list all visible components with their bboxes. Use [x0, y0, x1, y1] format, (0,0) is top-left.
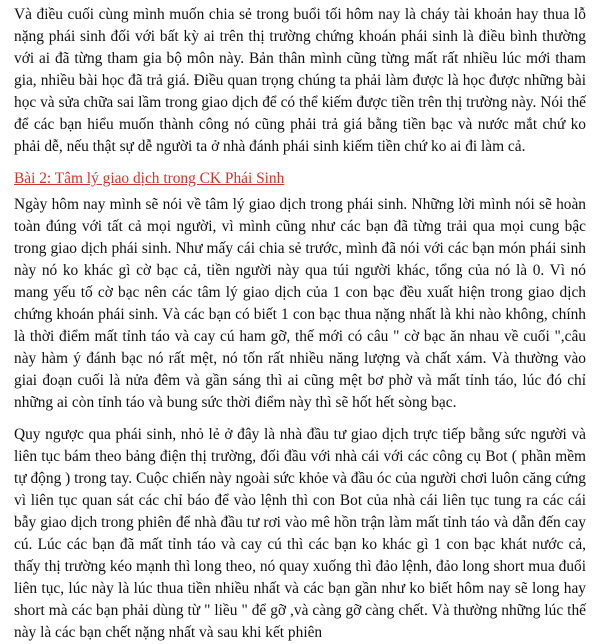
body-paragraph-1: Ngày hôm nay mình sẽ nói về tâm lý giao dịch trong phái sinh. Những lời mình nói sẽ hoàn toàn đúng với tất cả mọi người, vì mình cũng như các bạn đã từng trải qua mọi cung bậc trong giao dịch phái sinh. Như mấy cái chia sẻ trước, mình đã nói với các bạn món phái sinh này nó ko khác gì cờ bạc cả, tiền người này qua túi người khác, tổng của nó là 0. Vì nó mang yếu tố cờ bạc nên các tâm lý giao dịch của 1 con bạc đều xuất hiện trong giao dịch chứng khoán phái sinh. Và các bạn có biết 1 con bạc thua nặng nhất là khi nào không, chính là thời điểm mất tỉnh táo và cay cú ham gỡ, thế mới có câu " cờ bạc ăn nhau về cuối ",câu này hàm ý đánh bạc nó rất mệt, nó tốn rất nhiều năng lượng và chất xám. Và thường vào giai đoạn cuối là nửa đêm và gần sáng thì ai cũng mệt bơ phờ và mất tỉnh táo, lúc đó chỉ những ai còn tỉnh táo và bung sức thời điểm này thì sẽ hốt hết sòng bạc. [14, 196, 586, 411]
body-paragraph-2: Quy ngược qua phái sinh, nhỏ lẻ ở đây là nhà đầu tư giao dịch trực tiếp bằng sức người và liên tục bám theo bảng điện thị trường, đối đầu với nhà cái với các công cụ Bot ( phần mềm tự động ) trong tay. Cuộc chiến này ngoài sức khỏe và đầu óc của người chơi luôn căng cứng vì liên tục quan sát các chỉ báo để vào lệnh thì con Bot của nhà cái liên tục tung ra các cái bẫy giao dịch trong phiên để nhà đầu tư rơi vào mê hồn trận làm mất tỉnh táo và dẫn đến cay cú. Lúc các bạn đã mất tỉnh táo và cay cú thì các bạn ko khác gì 1 con bạc khát nước cả, thấy thị trường kéo mạnh thì long theo, nó quay xuống thì đảo lệnh, đảo long short mua đuổi liên tục, lúc này là lúc thua tiền nhiều nhất và các bạn gần như ko biết hôm nay sẽ long hay short mà các bạn phải dùng từ " liều " để gỡ ,và càng gỡ càng chết. Và thường những lúc thế này là các bạn chết nặng nhất và sau khi kết phiên [14, 426, 586, 641]
section-heading: Bài 2: Tâm lý giao dịch trong CK Phái Sinh [14, 170, 285, 187]
intro-paragraph: Và điều cuối cùng mình muốn chia sẻ trong buổi tối hôm nay là cháy tài khoản hay thua lỗ nặng phái sinh đối với bất kỳ ai trên thị trường chứng khoán phái sinh là điều bình thường với ai đã từng tham gia bộ môn này. Bản thân mình cũng từng mất rất nhiều lúc mới tham gia, nhiều bài học đã trả giá. Điều quan trọng chúng ta phải làm được là học được những bài học và sửa chữa sai lầm trong giao dịch để có thể kiếm được tiền trên thị trường này. Nói thế để các bạn hiểu muốn thành công nó cũng phải trả giá bằng tiền bạc và nước mắt chứ ko phải dễ, nếu thật sự dễ người ta ở nhà đánh phái sinh kiếm tiền chứ ko ai đi làm cả. [14, 6, 586, 155]
